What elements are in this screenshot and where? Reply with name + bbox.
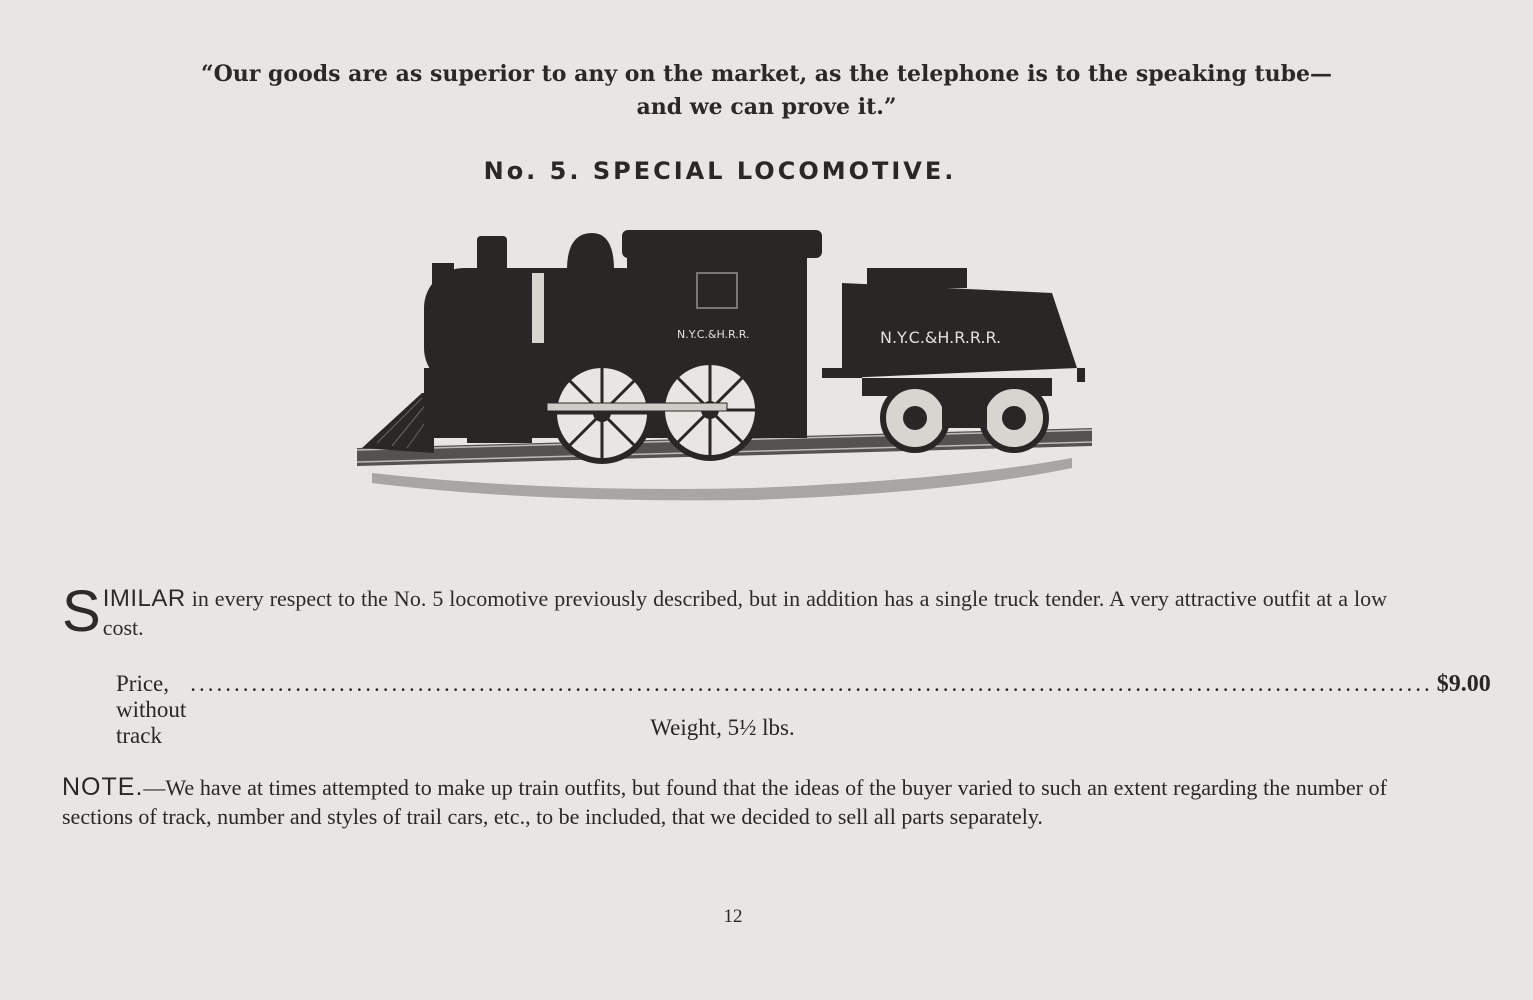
note-lead: NOTE. — [62, 773, 144, 801]
tender-lettering: N.Y.C.&H.R.R.R. — [880, 328, 1002, 347]
page-number: 12 — [723, 906, 743, 927]
drive-wheel-1 — [554, 365, 650, 461]
weight-text: Weight, 5½ lbs. — [650, 715, 795, 740]
description-paragraph — [62, 579, 1389, 644]
price-label: Price, without track — [116, 671, 187, 748]
note-text: —We have at times attempted to make up train outfits, but found that the ideas of the buyer varied to such an extent regarding the number of sections of track, number and styles of trail cars, etc., to be included, that we decided to sell all parts separately. — [62, 775, 1387, 829]
slogan-quote — [0, 58, 1533, 124]
quote-line-2: and we can prove it.” — [636, 94, 897, 120]
page-title: No. 5. SPECIAL LOCOMOTIVE. — [483, 157, 957, 185]
description-text: in every respect to the No. 5 locomotive previously described, but in addition has a single truck tender. A very attractive outfit at a low cost. — [102, 586, 1388, 640]
locomotive-engine — [424, 230, 822, 461]
tender — [842, 268, 1085, 450]
drop-cap: S — [62, 579, 101, 644]
description-lead-word: IMILAR — [102, 585, 186, 612]
engine-lettering: N.Y.C.&H.R.R. — [677, 328, 750, 341]
note-paragraph — [62, 773, 1387, 831]
dot-leader: .............................................................................................................................................. — [190, 671, 1433, 696]
price-amount: $9.00 — [1436, 671, 1491, 697]
locomotive-illustration — [352, 218, 1097, 503]
cowcatcher — [362, 393, 434, 453]
quote-line-1: “Our goods are as superior to any on the market, as the telephone is to the speaking tube— — [200, 61, 1333, 87]
